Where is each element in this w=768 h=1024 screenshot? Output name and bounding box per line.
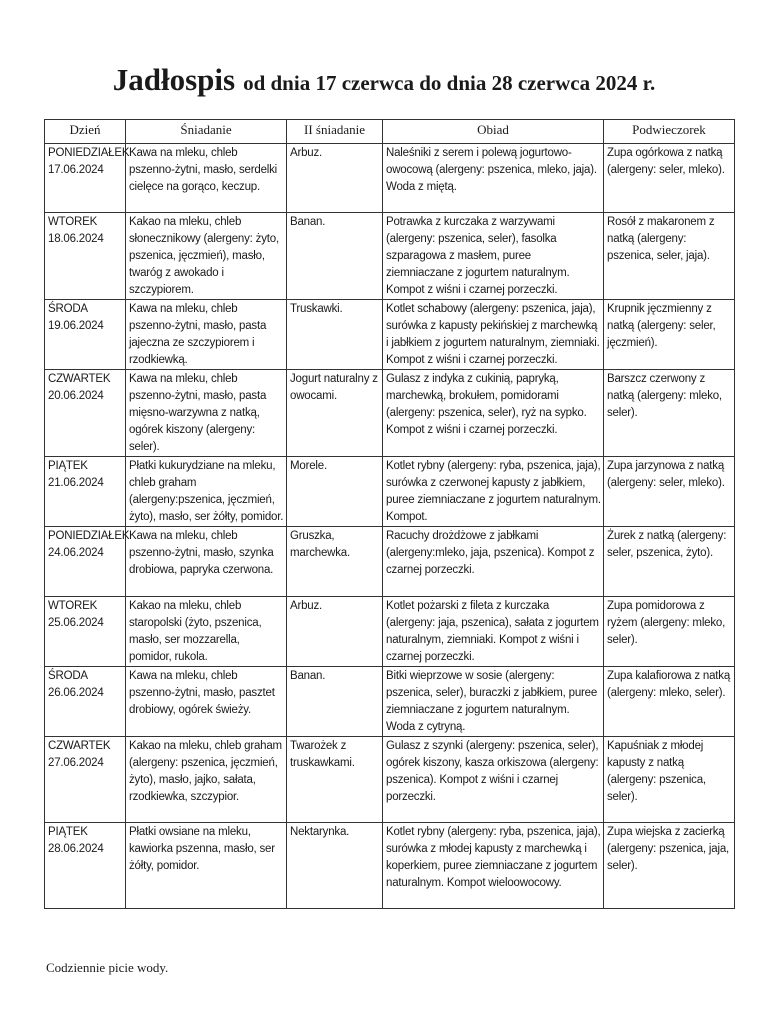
snack-cell (604, 370, 735, 457)
lunch-text: Racuchy drożdżowe z jabłkami (alergeny:mleko, jaja, pszenica). Kompot z czarnej porzeczki. (386, 530, 595, 576)
snack-cell (604, 300, 735, 370)
lunch-text: Gulasz z szynki (alergeny: pszenica, seler), ogórek kiszony, kasza orkiszowa (alergeny: pszenica). Kompot z wiśni i czarnej porzeczki. (386, 740, 599, 803)
snack-cell (604, 213, 735, 300)
day-cell (45, 667, 126, 737)
day-row (45, 597, 735, 667)
breakfast-text: Kawa na mleku, chleb pszenno-żytni, masło, serdelki cielęce na gorąco, keczup. (129, 147, 278, 193)
day-date: 27.06.2024 (48, 757, 104, 769)
second-breakfast-cell (287, 667, 383, 737)
snack-text: Barszcz czerwony z natką (alergeny: mleko, seler). (607, 373, 722, 419)
second-breakfast-cell (287, 597, 383, 667)
snack-cell (604, 457, 735, 527)
day-cell (45, 213, 126, 300)
second-breakfast-cell (287, 144, 383, 213)
second-breakfast-text: Truskawki. (290, 303, 343, 315)
menu-table (44, 119, 735, 909)
day-cell (45, 300, 126, 370)
breakfast-cell (126, 667, 287, 737)
breakfast-text: Kawa na mleku, chleb pszenno-żytni, masło, pasztet drobiowy, ogórek świeży. (129, 670, 275, 716)
lunch-cell (383, 737, 604, 823)
day-date: 24.06.2024 (48, 547, 104, 559)
snack-cell (604, 527, 735, 597)
day-row (45, 737, 735, 823)
snack-text: Krupnik jęczmienny z natką (alergeny: seler, jęczmień). (607, 303, 716, 349)
breakfast-cell (126, 823, 287, 909)
lunch-text: Naleśniki z serem i polewą jogurtowo-owocową (alergeny: pszenica, mleko, jaja). Woda z miętą. (386, 147, 597, 193)
lunch-text: Kotlet rybny (alergeny: ryba, pszenica, jaja), surówka z młodej kapusty z marchewką i koperkiem, puree ziemniaczane z jogurtem naturalnym. Kompot wieloowocowy. (386, 826, 601, 889)
breakfast-text: Kawa na mleku, chleb pszenno-żytni, masło, szynka drobiowa, papryka czerwona. (129, 530, 274, 576)
breakfast-text: Płatki owsiane na mleku, kawiorka pszenna, masło, ser żółty, pomidor. (129, 826, 275, 872)
day-date: 28.06.2024 (48, 843, 104, 855)
second-breakfast-text: Gruszka, marchewka. (290, 530, 350, 559)
second-breakfast-text: Nektarynka. (290, 826, 350, 838)
breakfast-cell (126, 457, 287, 527)
day-name: PIĄTEK (48, 826, 88, 838)
second-breakfast-text: Banan. (290, 216, 326, 228)
lunch-text: Kotlet rybny (alergeny: ryba, pszenica, jaja), surówka z czerwonej kapusty z jabłkiem, puree ziemniaczane z jogurtem naturalnym. Kompot. (386, 460, 601, 523)
breakfast-text: Kawa na mleku, chleb pszenno-żytni, masło, pasta jajeczna ze szczypiorem i rzodkiewką. (129, 303, 267, 366)
lunch-cell (383, 527, 604, 597)
snack-text: Zupa pomidorowa z ryżem (alergeny: mleko, seler). (607, 600, 726, 646)
snack-cell (604, 667, 735, 737)
second-breakfast-cell (287, 737, 383, 823)
day-date: 18.06.2024 (48, 233, 104, 245)
day-date: 25.06.2024 (48, 617, 104, 629)
breakfast-cell (126, 370, 287, 457)
day-date: 17.06.2024 (48, 164, 104, 176)
day-name: ŚRODA (48, 303, 88, 315)
day-cell (45, 144, 130, 213)
lunch-cell (383, 370, 604, 457)
snack-cell (604, 737, 735, 823)
lunch-text: Gulasz z indyka z cukinią, papryką, marchewką, brokułem, pomidorami (alergeny: pszenica, seler), ryż na sypko. Kompot z wiśni i czarnej porzeczki. (386, 373, 587, 436)
snack-text: Rosół z makaronem z natką (alergeny: pszenica, seler, jaja). (607, 216, 715, 262)
breakfast-cell (126, 213, 287, 300)
second-breakfast-text: Arbuz. (290, 600, 323, 612)
day-row (45, 667, 735, 737)
breakfast-cell (126, 144, 287, 213)
day-name: WTOREK (48, 216, 98, 228)
breakfast-text: Kakao na mleku, chleb graham (alergeny: pszenica, jęczmień, żyto), masło, jajko, sałata, rzodkiewka, szczypior. (129, 740, 282, 803)
second-breakfast-cell (287, 300, 383, 370)
title-main: Jadłospis (112, 62, 236, 97)
breakfast-cell (126, 300, 287, 370)
second-breakfast-cell (287, 527, 383, 597)
day-row (45, 300, 735, 370)
day-row (45, 457, 735, 527)
day-row (45, 213, 735, 300)
lunch-text: Kotlet schabowy (alergeny: pszenica, jaja), surówka z kapusty pekińskiej z marchewką i jabłkiem z jogurtem naturalnym, ziemniaki. Kompot z wiśni i czarnej porzeczki. (386, 303, 600, 366)
day-date: 26.06.2024 (48, 687, 104, 699)
lunch-cell (383, 597, 604, 667)
footer-note: Codziennie picie wody. (46, 960, 169, 975)
day-row (45, 144, 735, 213)
snack-text: Zupa wiejska z zacierką (alergeny: pszenica, jaja, seler). (607, 826, 730, 872)
day-date: 21.06.2024 (48, 477, 104, 489)
second-breakfast-text: Arbuz. (290, 147, 323, 159)
breakfast-text: Kawa na mleku, chleb pszenno-żytni, masło, pasta mięsno-warzywna z natką, ogórek kiszony (alergeny: seler). (129, 373, 267, 453)
second-breakfast-cell (287, 457, 383, 527)
header-row (45, 120, 735, 144)
header-lunch: Obiad (383, 120, 604, 144)
lunch-text: Bitki wieprzowe w sosie (alergeny: pszenica, seler), buraczki z jabłkiem, puree ziemniaczane z jogurtem naturalnym. Woda z cytryną. (386, 670, 598, 733)
snack-text: Zupa ogórkowa z natką (alergeny: seler, mleko). (607, 147, 725, 176)
day-cell (45, 370, 126, 457)
title-date-range: od dnia 17 czerwca do dnia 28 czerwca 2024 r. (243, 71, 656, 95)
snack-text: Żurek z natką (alergeny: seler, pszenica, żyto). (607, 530, 727, 559)
header-day: Dzień (45, 120, 126, 144)
day-name: PONIEDZIAŁEK (48, 530, 130, 542)
snack-cell (604, 144, 735, 213)
day-name: PONIEDZIAŁEK (48, 147, 130, 159)
second-breakfast-text: Twarożek z truskawkami. (290, 740, 355, 769)
day-row (45, 370, 735, 457)
lunch-cell (383, 213, 604, 300)
day-date: 20.06.2024 (48, 390, 104, 402)
day-cell (45, 737, 126, 823)
snack-cell (604, 597, 735, 667)
lunch-cell (383, 300, 604, 370)
day-row (45, 823, 735, 909)
header-second-breakfast: II śniadanie (287, 120, 383, 144)
breakfast-cell (126, 597, 287, 667)
second-breakfast-text: Jogurt naturalny z owocami. (290, 373, 378, 402)
lunch-cell (383, 667, 604, 737)
day-name: WTOREK (48, 600, 98, 612)
second-breakfast-cell (287, 823, 383, 909)
snack-cell (604, 823, 735, 909)
day-cell (45, 527, 130, 597)
day-name: PIĄTEK (48, 460, 88, 472)
breakfast-cell (126, 737, 287, 823)
menu-body (45, 144, 735, 909)
lunch-cell (383, 823, 604, 909)
day-date: 19.06.2024 (48, 320, 104, 332)
breakfast-text: Płatki kukurydziane na mleku, chleb graham (alergeny:pszenica, jęczmień, żyto), masło, ser żółty, pomidor. (129, 460, 284, 523)
header-breakfast: Śniadanie (126, 120, 287, 144)
day-cell (45, 823, 126, 909)
header-snack: Podwieczorek (604, 120, 735, 144)
lunch-text: Kotlet pożarski z fileta z kurczaka (alergeny: jaja, pszenica), sałata z jogurtem naturalnym, ziemniaki. Kompot z wiśni i czarnej porzeczki. (386, 600, 599, 663)
day-name: CZWARTEK (48, 740, 111, 752)
day-name: CZWARTEK (48, 373, 111, 385)
lunch-cell (383, 144, 604, 213)
breakfast-text: Kakao na mleku, chleb staropolski (żyto, pszenica, masło, ser mozzarella, pomidor, rukola. (129, 600, 262, 663)
breakfast-cell (126, 527, 287, 597)
second-breakfast-text: Morele. (290, 460, 327, 472)
day-cell (45, 597, 126, 667)
lunch-cell (383, 457, 604, 527)
page-title (0, 62, 768, 98)
second-breakfast-cell (287, 370, 383, 457)
snack-text: Zupa jarzynowa z natką (alergeny: seler, mleko). (607, 460, 725, 489)
second-breakfast-text: Banan. (290, 670, 326, 682)
second-breakfast-cell (287, 213, 383, 300)
lunch-text: Potrawka z kurczaka z warzywami (alergeny: pszenica, seler), fasolka szparagowa z masłem, puree ziemniaczane z jogurtem naturalnym. Kompot z wiśni i czarnej porzeczki. (386, 216, 570, 296)
day-row (45, 527, 735, 597)
day-cell (45, 457, 126, 527)
snack-text: Zupa kalafiorowa z natką (alergeny: mleko, seler). (607, 670, 731, 699)
snack-text: Kapuśniak z młodej kapusty z natką (alergeny: pszenica, seler). (607, 740, 706, 803)
day-name: ŚRODA (48, 670, 88, 682)
breakfast-text: Kakao na mleku, chleb słonecznikowy (alergeny: żyto, pszenica, jęczmień), masło, twaróg z awokado i szczypiorem. (129, 216, 279, 296)
